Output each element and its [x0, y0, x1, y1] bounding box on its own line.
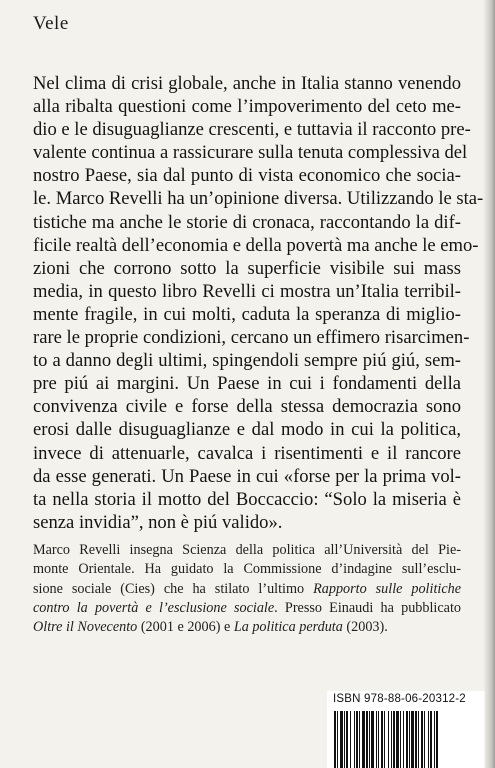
- barcode-icon: [333, 711, 481, 768]
- blurb-line: le. Marco Revelli ha un’opinione diversa. Utilizzando le sta-: [33, 188, 484, 210]
- bio-text: (2003).: [342, 619, 388, 636]
- blurb-line: mente fragile, in cui molti, caduta la speranza di miglio-: [33, 303, 461, 325]
- blurb-line: senza invidia”, non è piú valido».: [33, 511, 283, 533]
- bio-line: Marco Revelli insegna Scienza della politica all’Università del Pie-: [33, 542, 461, 558]
- blurb-line: convivenza civile e forse della stessa democrazia sono: [33, 396, 461, 418]
- blurb-line: dio e le disuguaglianze crescenti, e tuttavia il racconto pre-: [33, 119, 471, 141]
- bio-title-italic: Oltre il Novecento: [33, 619, 138, 636]
- blurb-line: valente continua a rassicurare sulla tenuta complessiva del: [33, 142, 468, 164]
- blurb-line: da esse generati. Un Paese in cui «forse per la prima vol-: [33, 465, 461, 487]
- blurb-line: nostro Paese, sia dal punto di vista economico che socia-: [33, 165, 461, 187]
- cover-edge-shadow: [483, 0, 495, 768]
- author-bio: [33, 541, 461, 637]
- bio-line: monte Orientale. Ha guidato la Commissione d’indagine sull’esclu-: [33, 561, 461, 578]
- bio-title-italic: Rapporto sulle politiche: [313, 580, 462, 597]
- series-name: Vele: [33, 13, 69, 34]
- blurb-line: erosi dalle disuguaglianze e dal modo in cui la politica,: [33, 419, 461, 441]
- bio-text: (2001 e 2006) e: [137, 619, 234, 636]
- isbn-label: ISBN 978-88-06-20312-2: [333, 693, 466, 705]
- blurb-line: media, in questo libro Revelli ci mostra un’Italia terribil-: [33, 280, 461, 302]
- blurb-line: Nel clima di crisi globale, anche in Italia stanno venendo: [33, 73, 461, 94]
- blurb-line: tistiche ma anche le storie di cronaca, raccontando la dif-: [33, 211, 461, 233]
- blurb-line: ficile realtà dell’economia e della povertà ma anche le emo-: [33, 234, 479, 256]
- bio-text: . Presso Einaudi ha pubblicato: [274, 599, 461, 616]
- blurb-line: zioni che corrono sotto la superficie visibile sui mass: [33, 257, 461, 279]
- blurb-line: pre piú ai margini. Un Paese in cui i fondamenti della: [33, 373, 461, 395]
- blurb-line: invece di attenuarle, cavalca i risentimenti e il rancore: [33, 442, 461, 464]
- bio-line: [33, 580, 461, 599]
- blurb-text: [33, 72, 484, 534]
- bio-line: [33, 618, 461, 637]
- bio-text: sione sociale (Cies) che ha stilato l’ultimo: [33, 580, 305, 597]
- blurb-line: rare le proprie condizioni, cercano un effimero risarcimen-: [33, 327, 470, 349]
- bio-title-italic: contro la povertà e l’esclusione sociale: [33, 599, 275, 616]
- blurb-line: ta nella storia il motto del Boccaccio: “Solo la miseria è: [33, 488, 461, 510]
- isbn-barcode-block: [327, 691, 485, 768]
- blurb-line: alla ribalta questioni come l’impoverimento del ceto me-: [33, 96, 461, 118]
- bio-title-italic: La politica perduta: [233, 619, 343, 636]
- blurb-line: to a danno degli ultimi, spingendoli sempre piú giú, sem-: [33, 350, 461, 372]
- bio-line: [33, 599, 461, 618]
